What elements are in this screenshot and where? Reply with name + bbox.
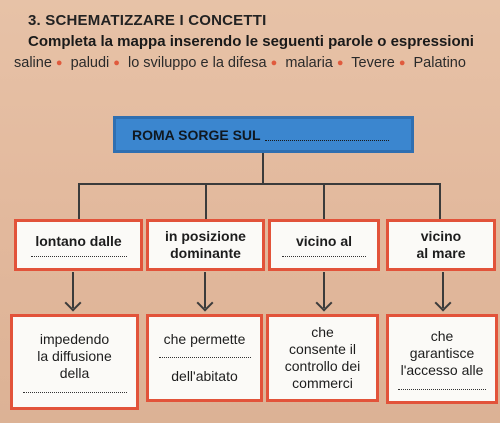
box-text: che — [311, 324, 334, 340]
box-text: l'accesso alle — [400, 362, 484, 378]
concept-box-consente — [266, 314, 379, 402]
branch-line-2 — [205, 183, 207, 220]
answer-blank[interactable] — [31, 255, 127, 257]
horizontal-connector-line — [78, 183, 440, 185]
word-bank-item: Tevere — [351, 55, 395, 71]
arrow-down-icon — [435, 295, 452, 312]
box-text: vicino al — [295, 233, 353, 249]
answer-blank[interactable] — [398, 388, 486, 390]
box-text: controllo dei — [284, 358, 361, 374]
word-bank-item: Palatino — [413, 55, 466, 71]
word-bank-item: saline — [14, 55, 52, 71]
arrow-down-icon — [65, 295, 82, 312]
bullet-separator: ● — [55, 57, 63, 69]
bullet-separator: ● — [113, 57, 120, 69]
box-text: la diffusione — [37, 348, 112, 364]
arrow-down-icon — [197, 295, 214, 312]
concept-box-impedendo — [10, 314, 139, 410]
answer-blank[interactable] — [282, 255, 366, 257]
box-text: garantisce — [409, 345, 475, 361]
box-text: dominante — [170, 245, 241, 261]
box-text: che — [430, 328, 454, 344]
box-text: della — [59, 365, 90, 381]
bullet-separator: ● — [398, 57, 406, 69]
box-text: vicino — [420, 228, 462, 244]
exercise-heading: 3. SCHEMATIZZARE I CONCETTI — [28, 12, 267, 29]
word-bank — [14, 55, 500, 71]
root-connector-line — [262, 153, 264, 184]
box-text: che permette — [163, 331, 246, 347]
bullet-separator: ● — [270, 57, 278, 69]
branch-line-1 — [78, 183, 80, 220]
exercise-instruction: Completa la mappa inserendo le seguenti parole o espressioni — [28, 33, 474, 50]
box-text: al mare — [416, 245, 466, 261]
word-bank-item: malaria — [285, 55, 333, 71]
concept-box-posizione — [146, 219, 265, 271]
box-text: in posizione — [165, 228, 246, 244]
word-bank-item: paludi — [70, 55, 110, 71]
arrow-down-icon — [316, 295, 333, 312]
concept-box-garantisce — [386, 314, 498, 404]
box-text: dell'abitato — [171, 368, 238, 384]
answer-blank[interactable] — [159, 356, 251, 358]
concept-box-vicino-al — [268, 219, 380, 271]
root-label: ROMA SORGE SUL — [132, 126, 261, 143]
answer-blank[interactable] — [23, 391, 127, 393]
box-text: consente il — [289, 341, 356, 357]
concept-box-lontano — [14, 219, 143, 271]
concept-box-vicino-al-mare — [386, 219, 496, 271]
branch-line-4 — [439, 183, 441, 220]
box-text: impedendo — [39, 331, 110, 347]
word-bank-item: lo sviluppo e la difesa — [127, 55, 267, 71]
box-text: lontano dalle — [35, 233, 122, 249]
branch-line-3 — [323, 183, 325, 220]
concept-map-root — [113, 116, 414, 153]
root-answer-blank[interactable] — [265, 128, 389, 141]
bullet-separator: ● — [336, 57, 344, 69]
concept-box-permette — [146, 314, 263, 402]
box-text: commerci — [292, 375, 353, 391]
